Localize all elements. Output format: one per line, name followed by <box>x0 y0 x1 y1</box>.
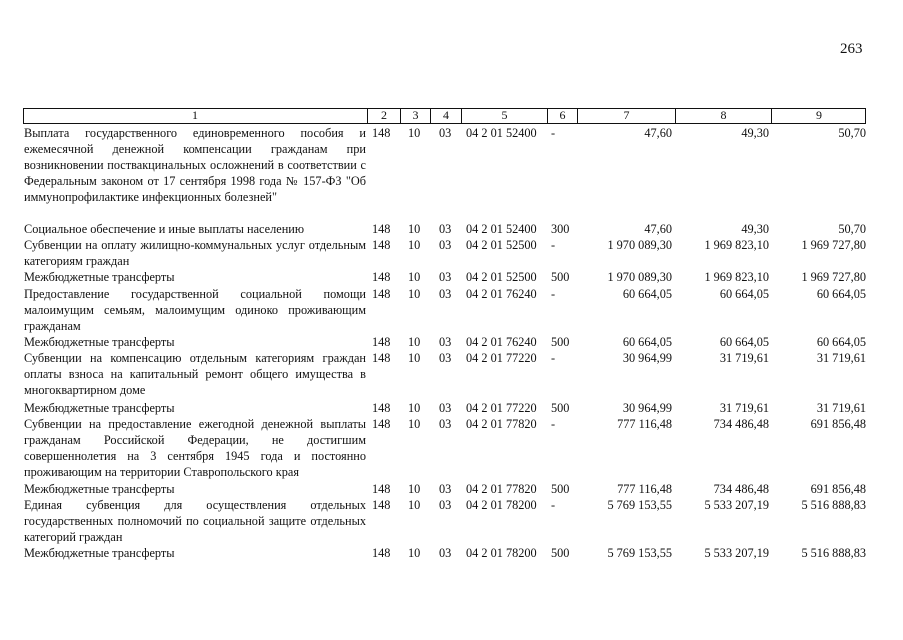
row-value-9: 1 969 727,80 <box>801 270 866 284</box>
row-value-8: 31 719,61 <box>719 401 769 415</box>
row-description: Выплата государственного единовременного пособия и ежемесячной денежной компенсации гражданам при возникновении поствакцинальных осложнений в соответствии с Федеральным законом от 17 сентября 1998 года № 157-ФЗ "Об иммунопрофилактике инфекционных болезней" <box>24 126 366 204</box>
row-code-6: 500 <box>551 270 570 284</box>
row-value-7: 60 664,05 <box>622 335 672 349</box>
row-code-3: 10 <box>408 482 421 496</box>
row-code-3: 10 <box>408 222 421 236</box>
row-code-4: 03 <box>439 238 452 252</box>
row-code-2: 148 <box>372 270 391 284</box>
row-description: Межбюджетные трансферты <box>24 401 175 415</box>
row-code-5: 04 2 01 77820 <box>466 482 537 496</box>
header-col-9: 9 <box>771 108 866 124</box>
row-value-8: 49,30 <box>741 222 769 236</box>
row-value-8: 31 719,61 <box>719 351 769 365</box>
row-description: Единая субвенция для осуществления отдельных государственных полномочий по социальной защите отдельных категорий граждан <box>24 498 366 544</box>
row-code-5: 04 2 01 52400 <box>466 126 537 140</box>
row-value-8: 734 486,48 <box>713 417 769 431</box>
row-value-7: 5 769 153,55 <box>607 546 672 560</box>
row-code-6: - <box>551 238 556 252</box>
row-code-4: 03 <box>439 546 452 560</box>
row-description: Межбюджетные трансферты <box>24 270 175 284</box>
row-code-4: 03 <box>439 335 452 349</box>
row-code-2: 148 <box>372 498 391 512</box>
row-code-3: 10 <box>408 401 421 415</box>
row-code-3: 10 <box>408 287 421 301</box>
row-description: Межбюджетные трансферты <box>24 546 175 560</box>
row-code-3: 10 <box>408 351 421 365</box>
row-code-4: 03 <box>439 417 452 431</box>
row-code-3: 10 <box>408 270 421 284</box>
header-col-6: 6 <box>547 108 577 124</box>
row-code-5: 04 2 01 52400 <box>466 222 537 236</box>
row-code-6: - <box>551 498 556 512</box>
row-value-9: 691 856,48 <box>810 417 866 431</box>
row-value-9: 1 969 727,80 <box>801 238 866 252</box>
row-value-9: 5 516 888,83 <box>801 498 866 512</box>
row-value-8: 734 486,48 <box>713 482 769 496</box>
row-code-6: 500 <box>551 335 570 349</box>
row-value-7: 5 769 153,55 <box>607 498 672 512</box>
row-code-2: 148 <box>372 546 391 560</box>
row-code-2: 148 <box>372 335 391 349</box>
row-value-8: 60 664,05 <box>719 287 769 301</box>
row-code-2: 148 <box>372 238 391 252</box>
row-code-4: 03 <box>439 222 452 236</box>
row-code-6: 500 <box>551 482 570 496</box>
row-description: Субвенции на компенсацию отдельным категориям граждан оплаты взноса на капитальный ремонт общего имущества в многоквартирном доме <box>24 351 366 397</box>
row-description: Субвенции на оплату жилищно-коммунальных услуг отдельным категориям граждан <box>24 238 366 268</box>
header-col-4: 4 <box>430 108 461 124</box>
row-value-8: 49,30 <box>741 126 769 140</box>
header-col-3: 3 <box>400 108 430 124</box>
row-code-3: 10 <box>408 335 421 349</box>
row-code-5: 04 2 01 52500 <box>466 238 537 252</box>
row-description: Предоставление государственной социальной помощи малоимущим семьям, малоимущим одиноко проживающим гражданам <box>24 287 366 333</box>
row-value-9: 5 516 888,83 <box>801 546 866 560</box>
row-value-7: 47,60 <box>644 222 672 236</box>
header-col-1: 1 <box>192 108 198 122</box>
row-code-2: 148 <box>372 287 391 301</box>
row-code-6: 300 <box>551 222 570 236</box>
row-value-8: 5 533 207,19 <box>704 546 769 560</box>
header-col-2: 2 <box>367 108 400 124</box>
row-code-5: 04 2 01 52500 <box>466 270 537 284</box>
row-code-3: 10 <box>408 126 421 140</box>
row-code-2: 148 <box>372 417 391 431</box>
row-code-5: 04 2 01 77220 <box>466 351 537 365</box>
row-value-7: 30 964,99 <box>622 351 672 365</box>
row-value-8: 1 969 823,10 <box>704 238 769 252</box>
row-value-9: 50,70 <box>838 126 866 140</box>
header-col-7: 7 <box>577 108 675 124</box>
row-code-5: 04 2 01 78200 <box>466 546 537 560</box>
header-col-5: 5 <box>461 108 547 124</box>
row-code-6: - <box>551 351 556 365</box>
row-code-2: 148 <box>372 222 391 236</box>
row-value-9: 31 719,61 <box>816 401 866 415</box>
row-code-5: 04 2 01 76240 <box>466 335 537 349</box>
page-number: 263 <box>840 41 863 57</box>
row-code-6: 500 <box>551 401 570 415</box>
row-value-7: 777 116,48 <box>617 417 672 431</box>
row-value-7: 60 664,05 <box>622 287 672 301</box>
row-value-8: 60 664,05 <box>719 335 769 349</box>
header-col-8: 8 <box>675 108 771 124</box>
row-value-7: 47,60 <box>644 126 672 140</box>
row-value-7: 1 970 089,30 <box>607 270 672 284</box>
row-description: Межбюджетные трансферты <box>24 482 175 496</box>
row-value-7: 30 964,99 <box>622 401 672 415</box>
row-code-4: 03 <box>439 270 452 284</box>
row-code-2: 148 <box>372 351 391 365</box>
row-code-6: 500 <box>551 546 570 560</box>
row-code-3: 10 <box>408 498 421 512</box>
row-code-5: 04 2 01 77220 <box>466 401 537 415</box>
row-code-6: - <box>551 417 556 431</box>
row-code-2: 148 <box>372 482 391 496</box>
row-value-8: 5 533 207,19 <box>704 498 769 512</box>
row-code-2: 148 <box>372 126 391 140</box>
row-code-4: 03 <box>439 401 452 415</box>
row-value-9: 60 664,05 <box>816 335 866 349</box>
row-code-4: 03 <box>439 126 452 140</box>
row-code-5: 04 2 01 77820 <box>466 417 537 431</box>
row-code-3: 10 <box>408 238 421 252</box>
row-value-9: 60 664,05 <box>816 287 866 301</box>
row-code-6: - <box>551 287 556 301</box>
row-value-7: 1 970 089,30 <box>607 238 672 252</box>
row-code-5: 04 2 01 76240 <box>466 287 537 301</box>
row-code-5: 04 2 01 78200 <box>466 498 537 512</box>
row-value-9: 31 719,61 <box>816 351 866 365</box>
row-code-2: 148 <box>372 401 391 415</box>
row-description: Субвенции на предоставление ежегодной денежной выплаты гражданам Российской Федерации, не достигшим совершеннолетия на 3 сентября 1945 года и постоянно проживающим на территории Ставропольского края <box>24 417 366 479</box>
row-value-7: 777 116,48 <box>617 482 672 496</box>
row-value-8: 1 969 823,10 <box>704 270 769 284</box>
row-description: Межбюджетные трансферты <box>24 335 175 349</box>
row-description: Социальное обеспечение и иные выплаты населению <box>24 222 305 236</box>
row-code-4: 03 <box>439 498 452 512</box>
row-code-4: 03 <box>439 482 452 496</box>
row-code-3: 10 <box>408 417 421 431</box>
row-value-9: 691 856,48 <box>810 482 866 496</box>
row-code-4: 03 <box>439 351 452 365</box>
row-code-6: - <box>551 126 556 140</box>
row-value-9: 50,70 <box>838 222 866 236</box>
row-code-3: 10 <box>408 546 421 560</box>
row-code-4: 03 <box>439 287 452 301</box>
